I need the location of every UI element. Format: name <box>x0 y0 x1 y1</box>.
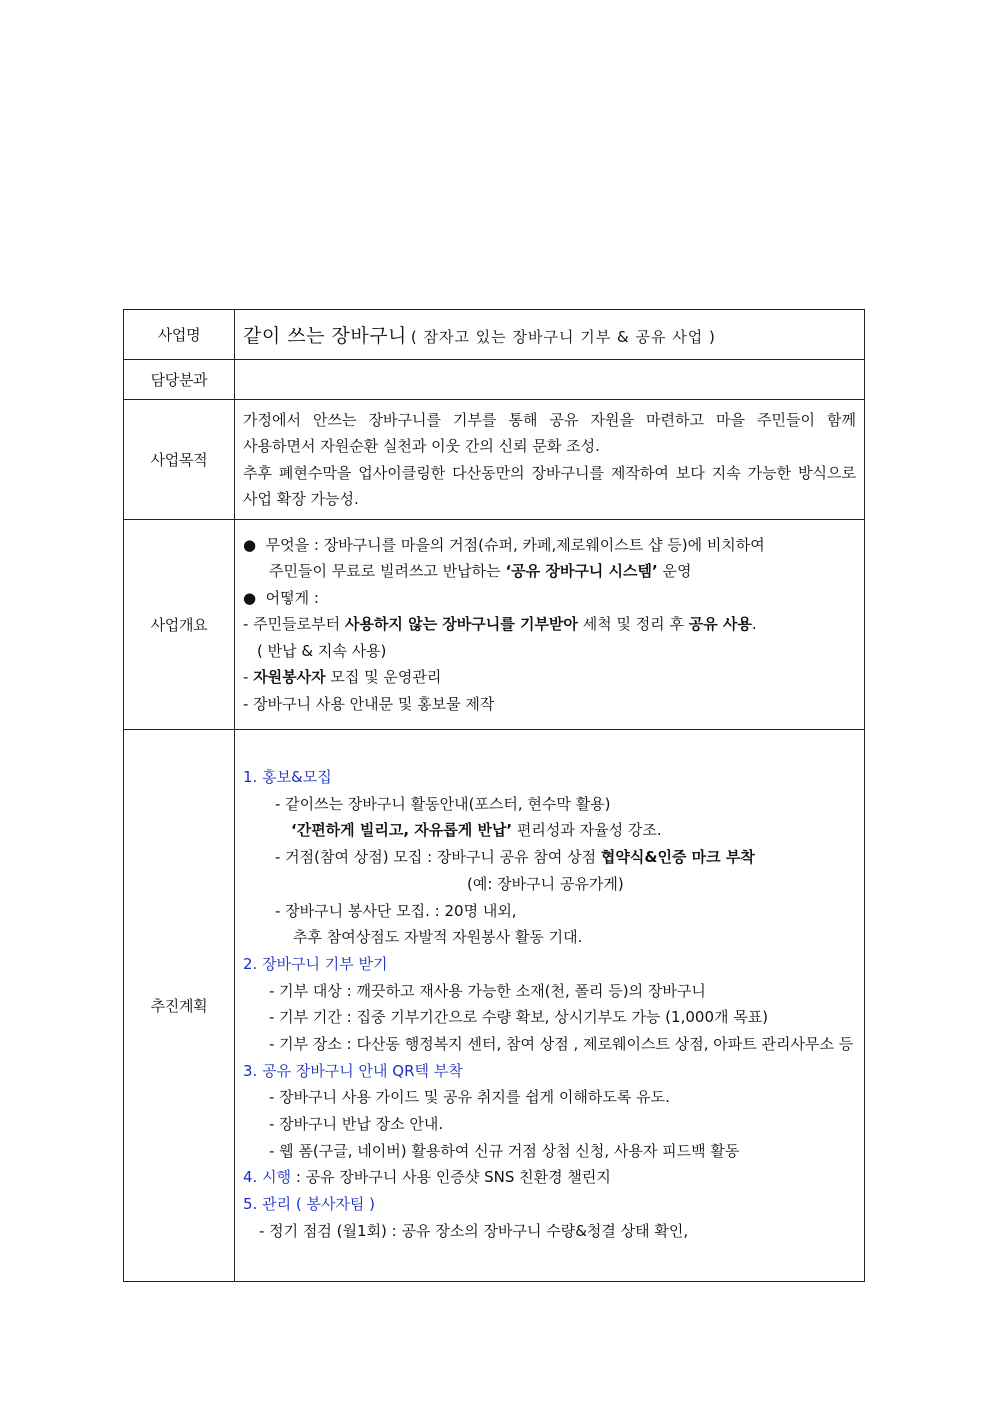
overview-content <box>235 520 865 730</box>
plan-s1-line-6: 추후 참여상점도 자발적 자원봉사 활동 기대. <box>293 928 583 947</box>
label-purpose: 사업목적 <box>124 400 235 520</box>
overview-what-2b: ‘공유 장바구니 시스템’ <box>505 562 658 581</box>
plan-section-3-title: 3. 공유 장바구니 안내 QR텍 부착 <box>243 1061 463 1080</box>
purpose-paragraph-1: 가정에서 안쓰는 장바구니를 기부를 통해 공유 자원을 마련하고 마을 주민들이 함께 사용하면서 자원순환 실천과 이웃 간의 신뢰 문화 조성. <box>243 410 856 455</box>
plan-s1-l2b: 편리성과 자율성 강조. <box>512 821 662 840</box>
overview-what-line-1 <box>243 532 856 559</box>
overview-d1b: 사용하지 않는 장바구니를 기부받아 <box>344 615 578 634</box>
plan-s1-line-1: - 같이쓰는 장바구니 활동안내(포스터, 현수막 활용) <box>275 794 611 813</box>
plan-s2-line-1: - 기부 대상 : 깨끗하고 재사용 가능한 소재(천, 폴리 등)의 장바구니 <box>269 981 706 1000</box>
plan-s3-line-3: - 웹 폼(구글, 네이버) 활용하여 신규 거점 상첨 신청, 사용자 피드백 활동 <box>269 1141 740 1160</box>
overview-detail-1-sub: ( 반납 & 지속 사용) <box>257 641 387 660</box>
overview-how-text: 어떻게 : <box>265 588 319 607</box>
plan-section-1-title: 1. 홍보&모집 <box>243 768 332 786</box>
row-plan <box>124 730 865 1282</box>
plan-list <box>243 730 856 1244</box>
label-project-name: 사업명 <box>124 310 235 360</box>
row-overview <box>124 520 865 730</box>
overview-d1c: 세척 및 정리 후 <box>577 615 689 634</box>
plan-content <box>235 730 865 1282</box>
project-title-main: 같이 쓰는 장바구니 <box>243 325 407 347</box>
plan-s3-line-1: - 장바구니 사용 가이드 및 공유 취지를 쉽게 이해하도록 유도. <box>269 1088 670 1107</box>
overview-what-line-2 <box>243 558 856 585</box>
project-table <box>123 309 865 1282</box>
plan-s2-line-2: - 기부 기간 : 집중 기부기간으로 수량 확보, 상시기부도 가능 (1,000개 목표) <box>269 1008 769 1027</box>
overview-what-2c: 운영 <box>657 562 692 581</box>
overview-d1d: 공유 사용 <box>688 615 752 634</box>
plan-section-4-title <box>243 1164 856 1191</box>
project-title <box>235 310 865 360</box>
overview-detail-2 <box>243 664 856 691</box>
overview-how-line <box>243 585 856 612</box>
overview-d2c: 모집 및 운영관리 <box>325 668 442 687</box>
plan-s1-line-4: (예: 장바구니 공유가게) <box>467 874 624 893</box>
overview-what-2a: 주민들이 무료로 빌려쓰고 반납하는 <box>269 562 506 581</box>
overview-detail-3: - 장바구니 사용 안내문 및 홍보물 제작 <box>243 694 495 713</box>
overview-what-text: 무엇을 : 장바구니를 마을의 거점(슈퍼, 카페,제로웨이스트 샵 등)에 비치하여 <box>265 535 765 554</box>
plan-section-4-label: 4. 시행 <box>243 1168 296 1187</box>
row-purpose <box>124 400 865 520</box>
plan-section-5-title: 5. 관리 ( 봉사자팀 ) <box>243 1195 376 1214</box>
purpose-content <box>235 400 865 520</box>
plan-s3-line-2: - 장바구니 반납 장소 안내. <box>269 1114 444 1133</box>
purpose-paragraph-2: 추후 폐현수막을 업사이클링한 다산동만의 장바구니를 제작하여 보다 지속 가능한 방식으로 사업 확장 가능성. <box>243 463 856 508</box>
plan-s1-line-3 <box>243 844 856 871</box>
plan-s1-line-5: - 장바구니 봉사단 모집. : 20명 내외, <box>275 901 517 920</box>
row-department <box>124 360 865 400</box>
overview-d2b: 자원봉사자 <box>253 668 326 687</box>
overview-d1a: - 주민들로부터 <box>243 615 345 634</box>
row-project-name <box>124 310 865 360</box>
department-value <box>235 360 865 400</box>
plan-s1-l2a: ‘간편하게 빌리고, 자유롭게 반납’ <box>291 821 513 840</box>
bullet-icon: ● <box>243 535 257 554</box>
project-title-sub: ( 잠자고 있는 장바구니 기부 & 공유 사업 ) <box>410 328 716 346</box>
plan-s5-line-1: - 정기 점검 (월1회) : 공유 장소의 장바구니 수량&청결 상태 확인, <box>259 1221 689 1240</box>
plan-s1-l3a: - 거점(참여 상점) 모집 : 장바구니 공유 참여 상점 <box>275 848 601 867</box>
plan-section-2-title: 2. 장바구니 기부 받기 <box>243 954 388 973</box>
label-plan: 추진계획 <box>124 730 235 1282</box>
overview-d1e: . <box>751 615 757 634</box>
overview-detail-1 <box>243 611 856 638</box>
label-overview: 사업개요 <box>124 520 235 730</box>
plan-s2-line-3: - 기부 장소 : 다산동 행정복지 센터, 참여 상점 , 제로웨이스트 상점, 아파트 관리사무소 등 <box>269 1035 854 1054</box>
plan-s1-line-2 <box>243 817 856 844</box>
plan-s1-l3b: 협약식&인증 마크 부착 <box>600 848 755 867</box>
label-department: 담당분과 <box>124 360 235 400</box>
overview-d2a: - <box>243 668 254 687</box>
plan-section-4-desc: : 공유 장바구니 사용 인증샷 SNS 친환경 챌린지 <box>295 1168 611 1187</box>
bullet-icon: ● <box>243 588 257 607</box>
